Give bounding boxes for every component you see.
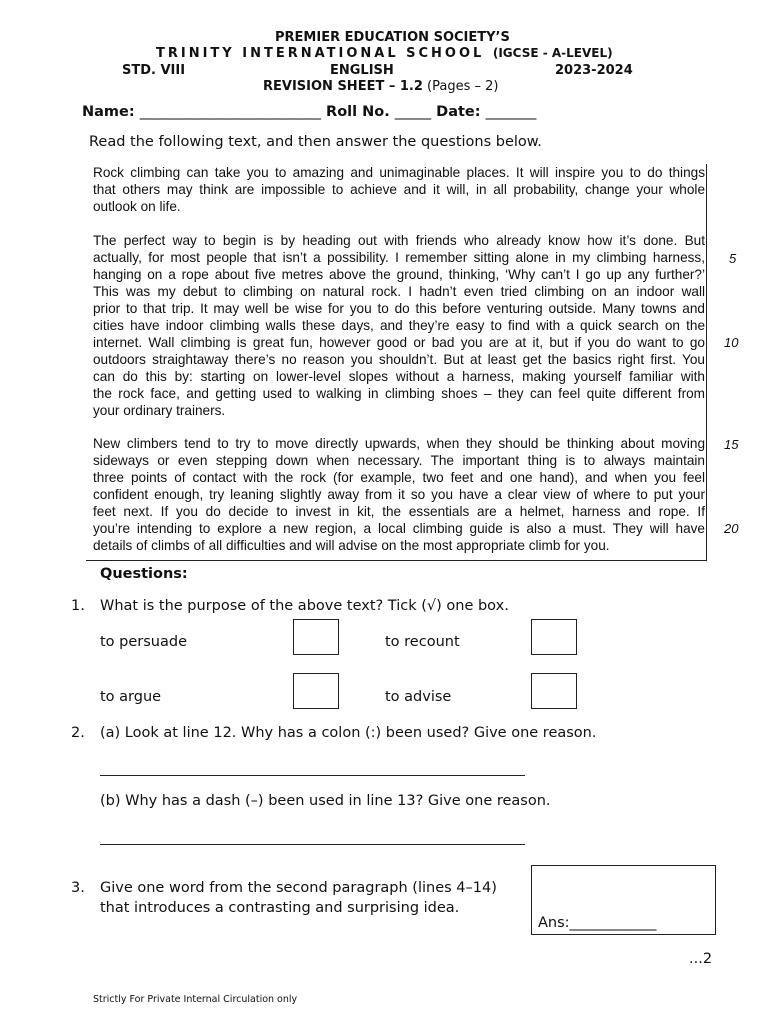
passage-line: The perfect way to begin is by heading out with friends who already know how it’s done. But: [93, 233, 705, 248]
option-label: to persuade: [100, 634, 188, 650]
continue-marker: ...2: [689, 951, 713, 967]
q1-text: What is the purpose of the above text? Tick (√) one box.: [100, 598, 509, 614]
passage-line: internet. Wall climbing is great fun, however good or bad you are at it, but if you do want to go: [93, 334, 705, 350]
line-number: 10: [724, 335, 739, 350]
passage-line: your ordinary trainers.: [93, 402, 226, 418]
curriculum-label: (IGCSE - A-LEVEL): [492, 46, 613, 60]
q3-number: 3.: [71, 880, 85, 896]
date-blank[interactable]: _______: [485, 104, 537, 120]
name-label: Name:: [82, 104, 135, 120]
subject-label: ENGLISH: [330, 63, 394, 78]
school-name: TRINITY INTERNATIONAL SCHOOL: [156, 46, 485, 61]
q2b-text: (b) Why has a dash (–) been used in line 13? Give one reason.: [100, 793, 551, 809]
roll-label: Roll No.: [326, 104, 390, 120]
passage-line: actually, for most people that isn’t a possibility. I remember sitting alone in my climbing harness,: [93, 249, 705, 265]
tick-box-advise[interactable]: [531, 673, 577, 709]
passage-paragraph-2: [93, 233, 705, 419]
name-blank[interactable]: _________________________: [139, 104, 321, 120]
passage-paragraph-1: [93, 165, 705, 216]
passage-line: outdoors straightaway there’s no reason you shouldn’t. But at least get the basics right first. You: [93, 351, 705, 367]
q2b-answer-line[interactable]: [100, 844, 525, 845]
passage-line: three points of contact with the rock (for example, two feet and one hand), and when you feel: [93, 469, 705, 485]
tick-box-persuade[interactable]: [293, 619, 339, 655]
circulation-note: Strictly For Private Internal Circulation only: [93, 994, 298, 1005]
q3-answer-label[interactable]: Ans:____________: [538, 915, 657, 931]
passage-line: you’re intending to explore a new region, a local climbing guide is also a must. They will have: [93, 520, 705, 536]
passage-line: hanging on a rope about five metres above the ground, thinking, ‘Why can’t I go up any further?’: [93, 266, 705, 282]
sheet-title-line: [263, 79, 498, 94]
q2-number: 2.: [71, 725, 85, 741]
passage-line: the rock face, and getting used to walking in climbing shoes – they can feel quite different from: [93, 385, 705, 401]
std-label: STD. VIII: [122, 63, 186, 78]
passage-line: New climbers tend to try to move directly upwards, when they should be thinking about moving: [93, 436, 705, 451]
line-number: 5: [729, 251, 737, 266]
passage-line: sideways or even stepping down when necessary. The important thing is to always maintain: [93, 452, 705, 468]
option-label: to advise: [385, 689, 452, 705]
passage-line: prior to that trip. It may well be wise for you to do this before venturing outside. Many towns and: [93, 300, 705, 316]
passage-line: confident enough, try leaning slightly away from it so you have a clear view of where to put your: [93, 486, 705, 502]
year-label: 2023-2024: [555, 63, 633, 78]
passage-line: This was my debut to climbing on natural rock. I hadn’t even tried climbing on an indoor wall: [93, 283, 705, 299]
q3-text-line1: Give one word from the second paragraph (lines 4–14): [100, 880, 497, 896]
q2a-text: (a) Look at line 12. Why has a colon (:) been used? Give one reason.: [100, 725, 597, 741]
roll-blank[interactable]: _____: [394, 104, 432, 120]
q3-text-line2: that introduces a contrasting and surprising idea.: [100, 900, 460, 916]
passage-line: that others may think are impossible to achieve and it will, in all probability, change your whole: [93, 181, 705, 197]
q2a-answer-line[interactable]: [100, 775, 525, 776]
passage-line: outlook on life.: [93, 198, 181, 214]
questions-heading: Questions:: [100, 566, 188, 582]
date-label: Date:: [436, 104, 481, 120]
instruction-text: Read the following text, and then answer the questions below.: [89, 134, 542, 150]
tick-box-argue[interactable]: [293, 673, 339, 709]
q1-number: 1.: [71, 598, 85, 614]
line-number: 15: [724, 437, 739, 452]
passage-paragraph-3: [93, 436, 705, 555]
student-info-line: [82, 104, 536, 120]
option-label: to argue: [100, 689, 162, 705]
school-name-line: [156, 46, 613, 61]
passage-line: can do this by: starting on lower-level slopes without a harness, making yourself familiar with: [93, 368, 705, 384]
passage-line: Rock climbing can take you to amazing and unimaginable places. It will inspire you to do things: [93, 165, 705, 180]
society-name: PREMIER EDUCATION SOCIETY’S: [275, 30, 510, 45]
page-count: (Pages – 2): [427, 79, 499, 94]
passage-line: cities have indoor climbing walls these days, and they’re easy to find with a quick search on the: [93, 317, 705, 333]
line-number: 20: [724, 521, 739, 536]
tick-box-recount[interactable]: [531, 619, 577, 655]
option-label: to recount: [385, 634, 460, 650]
passage-line: details of climbs of all difficulties and will advise on the most appropriate climb for you.: [93, 537, 610, 553]
passage-line: feet next. If you do decide to invest in kit, the essentials are a helmet, harness and rope. If: [93, 503, 705, 519]
sheet-title: REVISION SHEET – 1.2: [263, 79, 423, 94]
